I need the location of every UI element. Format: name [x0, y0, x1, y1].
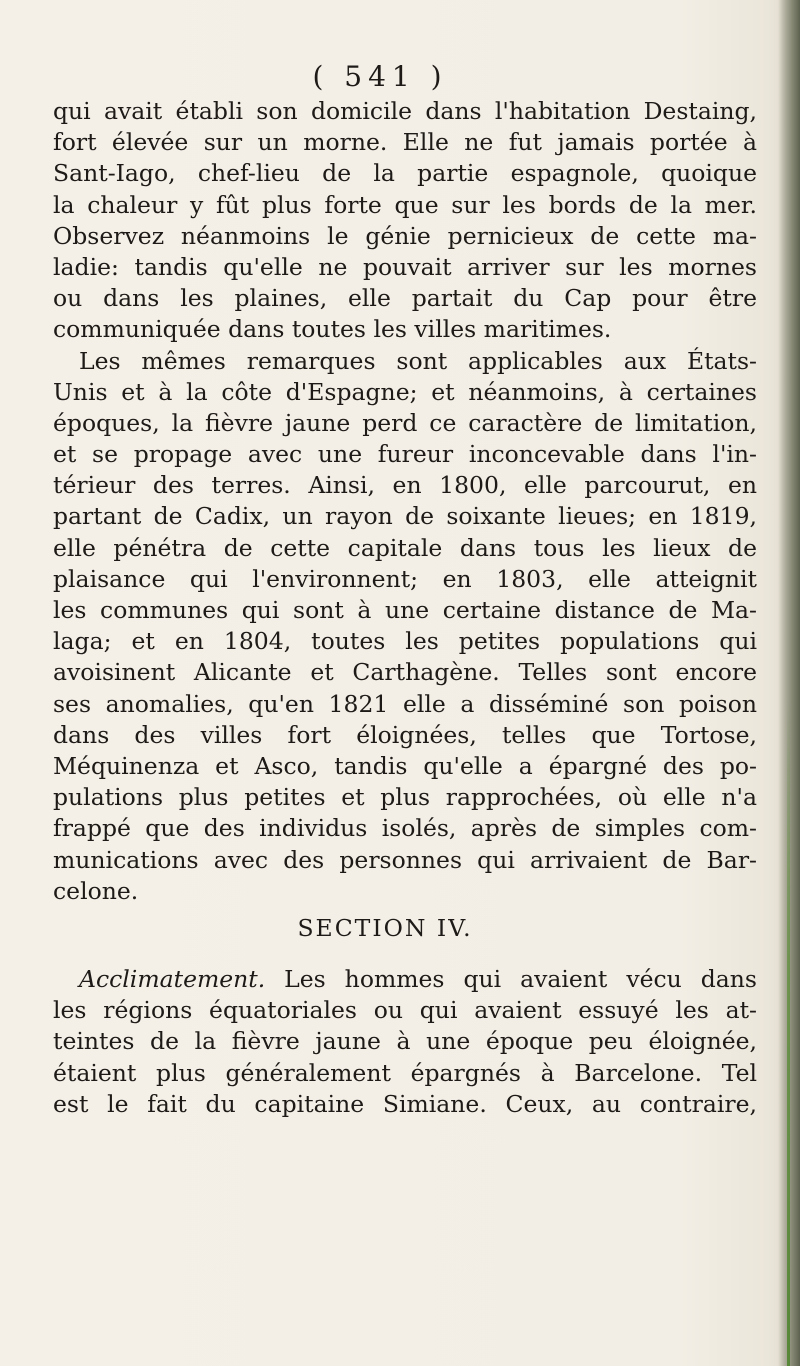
text-line: les régions équatoriales ou qui avaient essuyé les at-	[53, 996, 757, 1025]
text-line: plaisance qui l'environnent; en 1803, elle atteignit	[53, 564, 757, 593]
text-line: ladie: tandis qu'elle ne pouvait arriver sur les mornes	[53, 252, 757, 281]
text-line-rest: Les hommes qui avaient vécu dans	[265, 965, 757, 994]
page-edge-binding	[787, 700, 790, 1366]
text-line: Sant-Iago, chef-lieu de la partie espagnole, quoique	[53, 159, 757, 188]
text-line	[53, 964, 757, 995]
text-line: et se propage avec une fureur inconcevable dans l'in-	[53, 440, 757, 469]
text-line: teintes de la fièvre jaune à une époque peu éloignée,	[53, 1027, 757, 1056]
text-line: munications avec des personnes qui arrivaient de Bar-	[53, 845, 757, 874]
text-line: laga; et en 1804, toutes les petites populations qui	[53, 627, 757, 656]
text-line: Méquinenza et Asco, tandis qu'elle a épargné des po-	[53, 751, 757, 780]
text-line: Unis et à la côte d'Espagne; et néanmoins, à certaines	[53, 377, 757, 406]
text-line: elle pénétra de cette capitale dans tous les lieux de	[53, 533, 757, 562]
text-line: Les mêmes remarques sont applicables aux États-	[79, 346, 757, 375]
text-line: les communes qui sont à une certaine distance de Ma-	[53, 596, 757, 624]
section-heading: SECTION IV.	[297, 913, 473, 942]
text-line: époques, la fièvre jaune perd ce caractère de limitation,	[53, 408, 757, 437]
text-line: étaient plus généralement épargnés à Barcelone. Tel	[53, 1058, 757, 1087]
page-text	[53, 96, 757, 1120]
text-line: dans des villes fort éloignées, telles que Tortose,	[53, 720, 757, 749]
text-line: avoisinent Alicante et Carthagène. Telles sont encore	[53, 658, 757, 687]
text-line: la chaleur y fût plus forte que sur les bords de la mer.	[53, 190, 757, 219]
text-line: qui avait établi son domicile dans l'habitation Destaing,	[53, 97, 757, 125]
text-line: frappé que des individus isolés, après de simples com-	[53, 814, 757, 843]
text-line: ou dans les plaines, elle partait du Cap pour être	[53, 284, 757, 313]
italic-lead: Acclimatement.	[79, 965, 266, 994]
text-line: pulations plus petites et plus rapprochées, où elle n'a	[53, 783, 757, 812]
text-line: Observez néanmoins le génie pernicieux de cette ma-	[53, 221, 757, 250]
text-line: fort élevée sur un morne. Elle ne fut jamais portée à	[53, 128, 757, 157]
text-line: communiquée dans toutes les villes maritimes.	[53, 315, 612, 344]
text-line: est le fait du capitaine Simiane. Ceux, au contraire,	[53, 1089, 757, 1118]
page-number: ( 541 )	[312, 60, 448, 93]
text-line: térieur des terres. Ainsi, en 1800, elle parcourut, en	[53, 471, 757, 500]
text-line: partant de Cadix, un rayon de soixante lieues; en 1819,	[53, 502, 757, 531]
text-line: ses anomalies, qu'en 1821 elle a disséminé son poison	[53, 689, 757, 718]
text-line: celone.	[53, 876, 139, 905]
